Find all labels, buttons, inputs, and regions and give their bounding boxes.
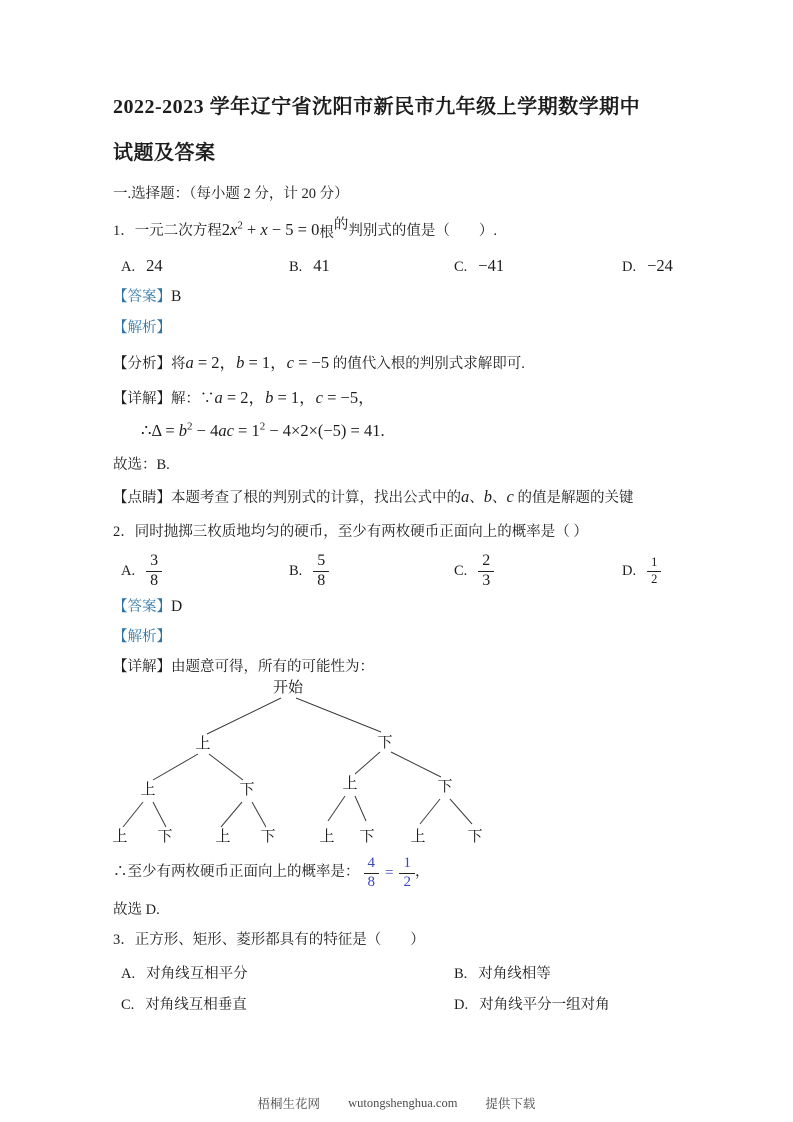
tree-leaf-label: 上 [410,829,426,845]
q1-option-a: A. 24 [121,256,163,275]
tree-node-label: 上 [195,736,211,752]
q1-stem-post: 判别式的值是（ ）. [348,223,497,239]
xiangjie-label: 【详解】 [113,391,171,407]
fraction: $\frac{5}{8}$ [313,553,329,590]
q1-equation: $2x^2 + x - 5 = 0$ [221,219,320,239]
tree-leaf-label: 下 [467,829,483,845]
q2-option-a: A. $\frac{3}{8}$ [121,548,162,594]
q1-answer-value: B [171,288,182,305]
question-2-stem: 2．同时抛掷三枚质地均匀的硬币，至少有两枚硬币正面向上的概率是（ ） [113,524,588,540]
fenxi-label: 【分析】 [113,356,171,372]
equals-sign: = [385,864,394,881]
tree-node-label: 上 [140,782,156,798]
q3-option-d: D. 对角线平分一组对角 [454,997,610,1013]
q3-option-b: B. 对角线相等 [454,966,551,982]
answer-label: 【答案】 [113,599,171,615]
q1-option-b: B. 41 [289,256,330,275]
q2-conclusion-line: ∴至少有两枚硬币正面向上的概率是： $\frac{4}{8}$ = $\frac{1}{2}$ ， [113,854,430,890]
tree-node-label: 下 [437,779,453,795]
q2-guxuan-line: 故选 D. [113,902,160,918]
tree-node-label: 下 [377,735,393,751]
fraction: $\frac{1}{2}$ [399,856,415,891]
tree-leaf-label: 上 [112,829,128,845]
q2-analysis-label-line [113,628,713,648]
q2-option-b: B. $\frac{5}{8}$ [289,548,329,594]
tree-node-label: 下 [239,782,255,798]
fraction: $\frac{1}{2}$ [647,556,661,585]
doc-title-line1: 2022-2023 学年辽宁省沈阳市新民市九年级上学期数学期中 [113,96,641,118]
tree-leaf-label: 下 [157,829,173,845]
q1-analysis-label-line [113,319,713,339]
tree-leaf-label: 上 [319,829,335,845]
q1-stem-de: 的 [333,217,349,233]
dianjing-label: 【点睛】 [113,490,171,506]
q3-options-row1 [0,962,793,984]
probability-tree-diagram [100,672,500,850]
q1-xiangjie-line: 【详解】解：∵a = 2，b = 1，c = −5， [113,388,375,407]
doc-title-line2: 试题及答案 [113,142,216,164]
tree-leaf-label: 下 [359,829,375,845]
footer-site-name: 梧桐生花网 [257,1097,321,1111]
q1-options-row [0,256,793,278]
xiangjie-label: 【详解】 [113,659,171,675]
analysis-label: 【解析】 [113,320,171,336]
section-heading: 一.选择题：（每小题 2 分，计 20 分） [113,186,349,202]
fraction: $\frac{4}{8}$ [364,856,380,891]
q2-option-c: C. $\frac{2}{3}$ [454,548,494,594]
q1-stem-gen: 根 [319,225,334,241]
footer-download-text: 提供下载 [485,1097,536,1111]
q1-option-c: C. −41 [454,256,505,275]
footer-site-url: wutongshenghua.com [348,1095,458,1110]
page-footer [0,1094,793,1112]
q3-options-row2 [0,993,793,1015]
analysis-label: 【解析】 [113,629,171,645]
answer-label: 【答案】 [113,289,171,305]
q1-delta-equation: ∴Δ = $b^2 - 4ac = 1^2 - 4\times 2\times(-5) = 41$. [141,420,385,440]
fraction: $\frac{3}{8}$ [146,553,162,590]
q1-fenxi-line: 【分析】将a = 2，b = 1，c = −5 的值代入根的判别式求解即可. [113,353,525,372]
question-3-stem: 3．正方形、矩形、菱形都具有的特征是（ ） [113,932,425,948]
q2-answer-value: D [171,598,183,615]
q2-options-row [0,548,793,594]
q3-option-c: C. 对角线互相垂直 [121,997,247,1013]
q2-xiangjie-line: 【详解】由题意可得，所有的可能性为： [113,659,374,675]
q3-option-a: A. 对角线互相平分 [121,966,248,982]
q1-guxuan-line: 故选：B. [113,457,170,473]
q1-stem-pre: 1．一元二次方程 [113,223,222,239]
q1-option-d: D. −24 [622,256,673,275]
tree-leaf-label: 上 [215,829,231,845]
q2-option-d: D. $\frac{1}{2}$ [622,548,661,594]
tree-root-label: 开始 [272,680,304,696]
q1-dianjing-line: 【点睛】本题考查了根的判别式的计算，找出公式中的a、b、c 的值是解题的关键 [113,487,634,506]
q1-answer-line [113,287,713,308]
fraction: $\frac{2}{3}$ [478,553,494,590]
tree-leaf-label: 下 [260,829,276,845]
question-1-stem [113,219,713,242]
tree-node-label: 上 [342,776,358,792]
q2-answer-line [113,597,713,618]
